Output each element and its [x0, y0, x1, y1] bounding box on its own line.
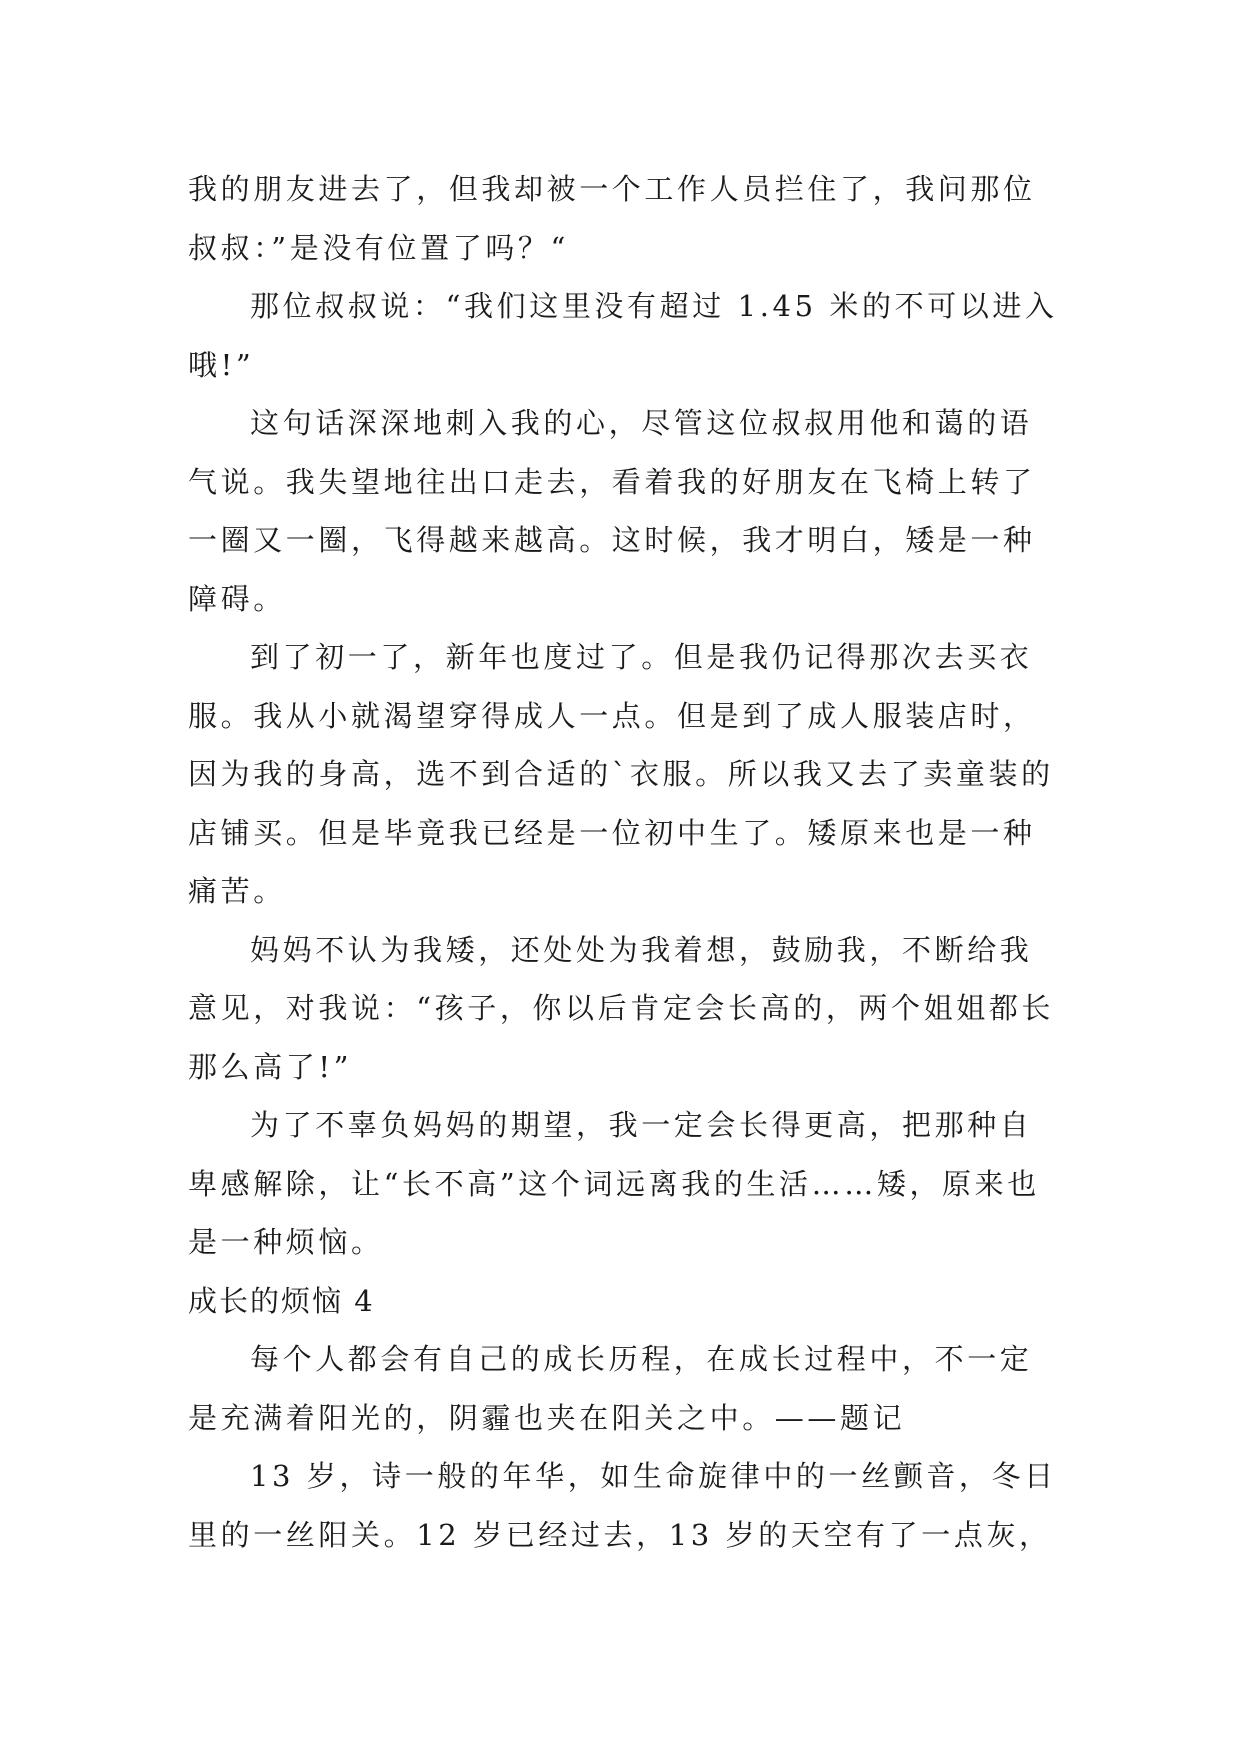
paragraph: 每个人都会有自己的成长历程，在成长过程中，不一定是充满着阳光的，阴霾也夹在阳关之中。——题记	[188, 1342, 1033, 1435]
paragraph: 这句话深深地刺入我的心，尽管这位叔叔用他和蔼的语气说。我失望地往出口走去，看着我的好朋友在飞椅上转了一圈又一圈，飞得越来越高。这时候，我才明白，矮是一种障碍。	[188, 406, 1036, 616]
paragraph: 那位叔叔说：“我们这里没有超过 1.45 米的不可以进入哦!”	[188, 289, 1058, 382]
paragraph-continuation: 我的朋友进去了，但我却被一个工作人员拦住了，我问那位叔叔：”是没有位置了吗？“	[188, 172, 1036, 265]
paragraph: 妈妈不认为我矮，还处处为我着想，鼓励我，不断给我意见，对我说：“孩子，你以后肯定会长高的，两个姐姐都长那么高了!”	[188, 932, 1055, 1084]
paragraph: 为了不辜负妈妈的期望，我一定会长得更高，把那种自卑感解除，让“长不高”这个词远离我的生活……矮，原来也是一种烦恼。	[188, 1108, 1040, 1259]
paragraph: 13 岁，诗一般的年华，如生命旋律中的一丝颤音，冬日里的一丝阳关。12 岁已经过去，13 岁的天空有了一点灰，	[188, 1459, 1057, 1552]
paragraph: 到了初一了，新年也度过了。但是我仍记得那次去买衣服。我从小就渴望穿得成人一点。但是到了成人服装店时，因为我的身高，选不到合适的`衣服。所以我又去了卖童装的店铺买。但是毕竟我已经是一位初中生了。矮原来也是一种痛苦。	[188, 640, 1054, 908]
document-body	[188, 160, 1058, 1564]
section-heading: 成长的烦恼 4	[188, 1283, 375, 1318]
